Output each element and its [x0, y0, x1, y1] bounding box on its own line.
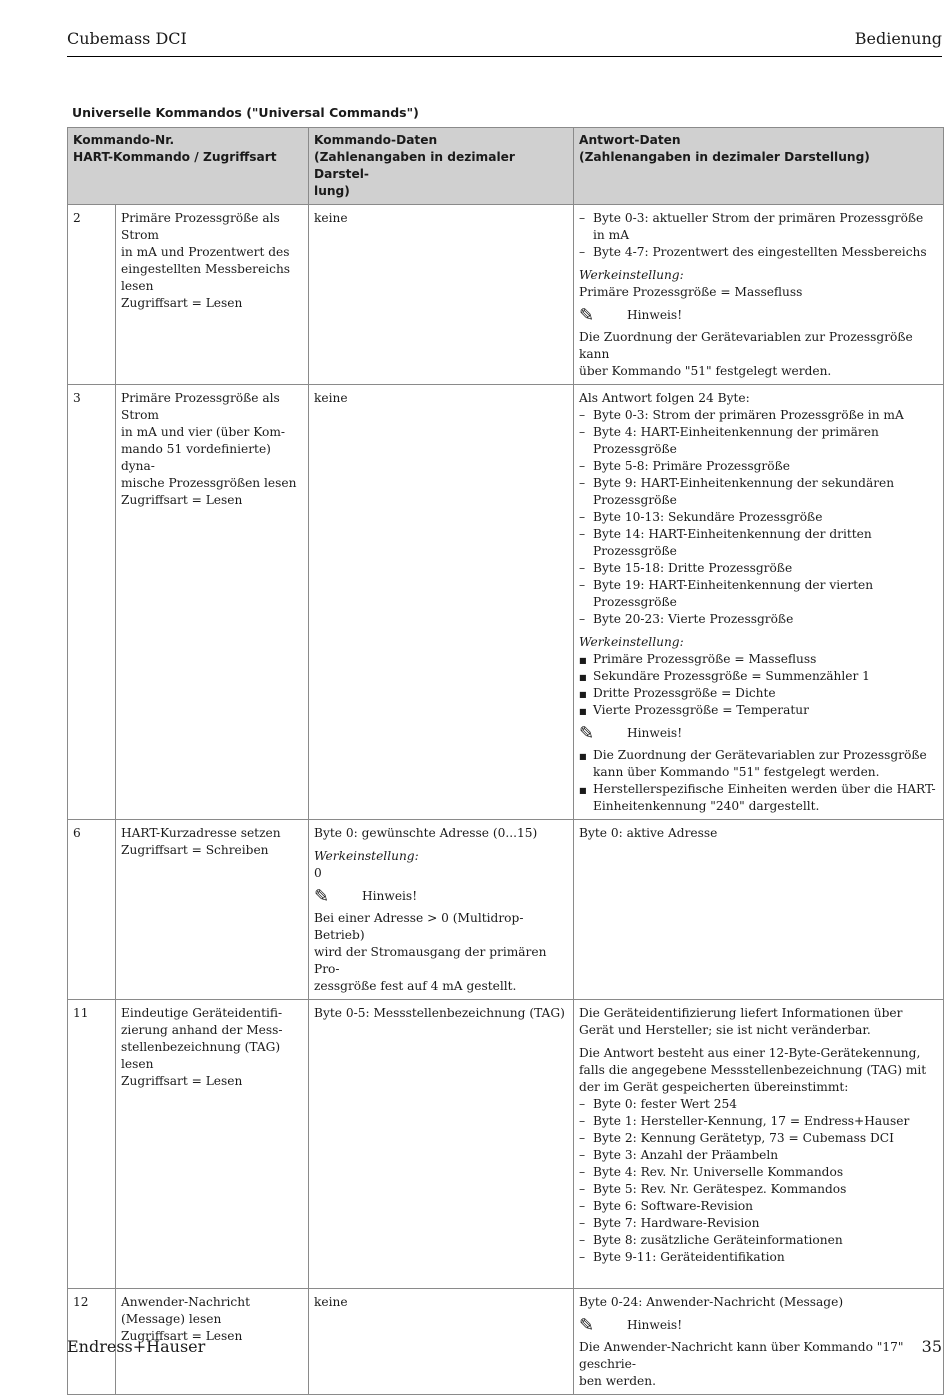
command-data	[309, 820, 574, 1000]
text-line: Zugriffsart = Lesen	[121, 493, 243, 507]
list-item: ■ Die Zuordnung der Gerätevariablen zur Prozessgröße kann über Kommando "51" festgelegt werden.	[579, 747, 938, 781]
list-item: ■ Sekundäre Prozessgröße = Summenzähler 1	[579, 668, 938, 685]
factory-setting-value: Primäre Prozessgröße = Massefluss	[579, 285, 803, 299]
footer-brand: Endress+Hauser	[67, 1337, 206, 1356]
response-paragraph: Die Geräteidentifizierung liefert Informationen über Gerät und Hersteller; sie ist nicht veränderbar.	[579, 1006, 903, 1037]
hint-label: Hinweis!	[362, 889, 418, 903]
command-description	[116, 205, 309, 385]
hint	[579, 725, 938, 747]
text-line: stellenbezeichnung (TAG)	[121, 1040, 281, 1054]
list-item: ■ Herstellerspezifische Einheiten werden über die HART-Einheitenkennung "240" dargestellt.	[579, 781, 938, 815]
text-line: eingestellten Messbereichs	[121, 262, 291, 276]
list-item: – Byte 6: Software-Revision	[579, 1198, 938, 1215]
command-description	[116, 820, 309, 1000]
command-number: 11	[68, 1000, 116, 1289]
text-line: lesen	[121, 279, 154, 293]
list-item: – Byte 15-18: Dritte Prozessgröße	[579, 560, 938, 577]
table-row	[68, 820, 944, 1000]
list-item: ■ Primäre Prozessgröße = Massefluss	[579, 651, 938, 668]
header-text: lung)	[314, 184, 350, 198]
command-data: keine	[309, 205, 574, 385]
list-item: – Byte 0-3: aktueller Strom der primären Prozessgröße in mA	[579, 210, 938, 244]
list-item: – Byte 4: HART-Einheitenkennung der primären Prozessgröße	[579, 424, 938, 458]
list-item: – Byte 2: Kennung Gerätetyp, 73 = Cubemass DCI	[579, 1130, 938, 1147]
hint-text: wird der Stromausgang der primären Pro-	[314, 945, 547, 976]
list-item: – Byte 19: HART-Einheitenkennung der vierten Prozessgröße	[579, 577, 938, 611]
universal-commands-table	[67, 127, 944, 1395]
header-text: Kommando-Daten	[314, 133, 438, 147]
command-number: 2	[68, 205, 116, 385]
command-number: 3	[68, 385, 116, 820]
list-item: – Byte 0: fester Wert 254	[579, 1096, 938, 1113]
list-item: – Byte 4-7: Prozentwert des eingestellten Messbereichs	[579, 244, 938, 261]
list-item: – Byte 14: HART-Einheitenkennung der dritten Prozessgröße	[579, 526, 938, 560]
header-text: (Zahlenangaben in dezimaler Darstellung)	[579, 150, 870, 164]
factory-setting-value: 0	[314, 866, 322, 880]
text-line: Anwender-Nachricht	[121, 1295, 251, 1309]
response-paragraph: Die Antwort besteht aus einer 12-Byte-Gerätekennung, falls die angegebene Messstellenbezeichnung (TAG) mit der im Gerät gespeicherten übereinstimmt:	[579, 1046, 927, 1094]
command-number: 6	[68, 820, 116, 1000]
running-header-left: Cubemass DCI	[67, 29, 187, 48]
hint-text: zessgröße fest auf 4 mA gestellt.	[314, 979, 517, 993]
command-description	[116, 385, 309, 820]
header-text: (Zahlenangaben in dezimaler Darstel-	[314, 150, 515, 181]
list-item: – Byte 5-8: Primäre Prozessgröße	[579, 458, 938, 475]
header-response-data	[574, 128, 944, 205]
table-row	[68, 205, 944, 385]
text-line: Zugriffsart = Lesen	[121, 1074, 243, 1088]
factory-setting-label: Werkeinstellung:	[579, 635, 684, 649]
list-item: – Byte 10-13: Sekundäre Prozessgröße	[579, 509, 938, 526]
response-list	[579, 1096, 938, 1266]
list-item: – Byte 7: Hardware-Revision	[579, 1215, 938, 1232]
list-item: – Byte 9: HART-Einheitenkennung der sekundären Prozessgröße	[579, 475, 938, 509]
command-data: Byte 0-5: Messstellenbezeichnung (TAG)	[309, 1000, 574, 1289]
response-data	[574, 385, 944, 820]
text-line: lesen	[121, 1057, 154, 1071]
list-item: ■ Vierte Prozessgröße = Temperatur	[579, 702, 938, 719]
text-line: Zugriffsart = Lesen	[121, 296, 243, 310]
hint	[579, 1317, 938, 1339]
hint-text: ben werden.	[579, 1374, 656, 1388]
list-item: – Byte 3: Anzahl der Präambeln	[579, 1147, 938, 1164]
response-data	[574, 205, 944, 385]
text-line: Zugriffsart = Lesen	[121, 1329, 243, 1343]
page-number: 35	[921, 1337, 942, 1356]
text-line: HART-Kurzadresse setzen	[121, 826, 281, 840]
list-item: – Byte 9-11: Geräteidentifikation	[579, 1249, 938, 1266]
pencil-icon: ✎	[314, 886, 330, 907]
text-line: mische Prozessgrößen lesen	[121, 476, 297, 490]
running-header-right: Bedienung	[854, 29, 942, 48]
text-line: in mA und Prozentwert des	[121, 245, 290, 259]
response-data: Byte 0: aktive Adresse	[574, 820, 944, 1000]
text-line: (Message) lesen	[121, 1312, 222, 1326]
text-line: Primäre Prozessgröße als Strom	[121, 391, 280, 422]
header-text: Antwort-Daten	[579, 133, 681, 147]
text-line: mando 51 vordefinierte) dyna-	[121, 442, 271, 473]
list-item: – Byte 1: Hersteller-Kennung, 17 = Endress+Hauser	[579, 1113, 938, 1130]
list-item: – Byte 0-3: Strom der primären Prozessgröße in mA	[579, 407, 938, 424]
pencil-icon: ✎	[579, 1315, 595, 1336]
command-data: keine	[309, 1289, 574, 1395]
section-title: Universelle Kommandos ("Universal Commands")	[72, 105, 419, 120]
text-line: zierung anhand der Mess-	[121, 1023, 283, 1037]
table-row	[68, 1000, 944, 1289]
response-intro: Als Antwort folgen 24 Byte:	[579, 391, 750, 405]
pencil-icon: ✎	[579, 723, 595, 744]
data-text: Byte 0: gewünschte Adresse (0...15)	[314, 826, 538, 840]
list-item: – Byte 20-23: Vierte Prozessgröße	[579, 611, 938, 628]
command-number: 12	[68, 1289, 116, 1395]
header-rule	[67, 56, 942, 57]
table-row	[68, 385, 944, 820]
response-list	[579, 210, 938, 261]
hint-text: Die Anwender-Nachricht kann über Kommando "17" geschrie-	[579, 1340, 904, 1371]
hint-text: Bei einer Adresse > 0 (Multidrop-Betrieb)	[314, 911, 524, 942]
text-line: Primäre Prozessgröße als Strom	[121, 211, 280, 242]
hint	[579, 307, 938, 329]
factory-setting-label: Werkeinstellung:	[314, 849, 419, 863]
list-item: ■ Dritte Prozessgröße = Dichte	[579, 685, 938, 702]
list-item: – Byte 4: Rev. Nr. Universelle Kommandos	[579, 1164, 938, 1181]
command-data: keine	[309, 385, 574, 820]
response-data	[574, 1000, 944, 1289]
response-list	[579, 407, 938, 628]
hint-label: Hinweis!	[627, 1318, 683, 1332]
text-line: Zugriffsart = Schreiben	[121, 843, 269, 857]
factory-setting-label: Werkeinstellung:	[579, 268, 684, 282]
list-item: – Byte 5: Rev. Nr. Gerätespez. Kommandos	[579, 1181, 938, 1198]
header-command-data	[309, 128, 574, 205]
text-line: Eindeutige Geräteidentifi-	[121, 1006, 283, 1020]
response-data	[574, 1289, 944, 1395]
hint-text: Die Zuordnung der Gerätevariablen zur Prozessgröße kann	[579, 330, 913, 361]
hint-label: Hinweis!	[627, 726, 683, 740]
command-description	[116, 1000, 309, 1289]
hint-list	[579, 747, 938, 815]
factory-setting-list	[579, 651, 938, 719]
hint-text: über Kommando "51" festgelegt werden.	[579, 364, 832, 378]
list-item: – Byte 8: zusätzliche Geräteinformationen	[579, 1232, 938, 1249]
hint-label: Hinweis!	[627, 308, 683, 322]
pencil-icon: ✎	[579, 305, 595, 326]
table-header-row	[68, 128, 944, 205]
text-line: in mA und vier (über Kom-	[121, 425, 286, 439]
header-command-nr	[68, 128, 309, 205]
response-text: Byte 0-24: Anwender-Nachricht (Message)	[579, 1295, 844, 1309]
header-text: HART-Kommando / Zugriffsart	[73, 150, 277, 164]
header-text: Kommando-Nr.	[73, 133, 175, 147]
hint	[314, 888, 568, 910]
